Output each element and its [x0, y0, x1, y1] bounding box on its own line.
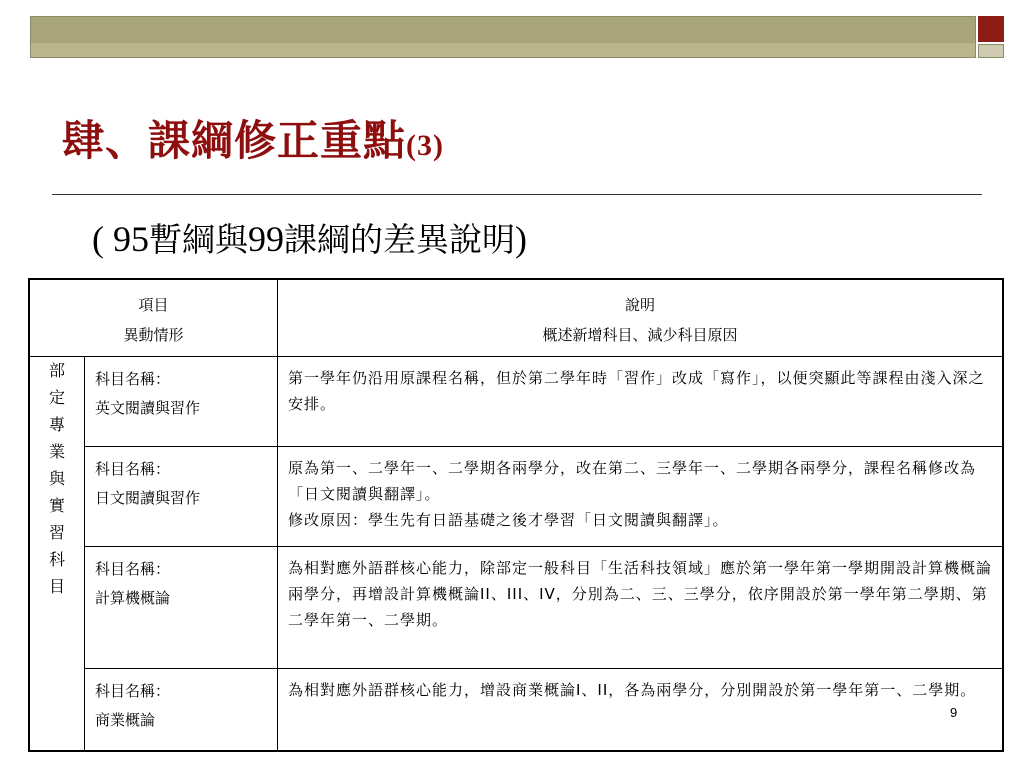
subject-name-cell: [85, 669, 278, 751]
header-description-line2: 概述新增科目、減少科目原因: [542, 326, 738, 344]
description-text: 修改原因：學生先有日語基礎之後才學習「日文閱讀與翻譯」。: [288, 511, 729, 529]
subject-name-cell: [85, 357, 278, 447]
page-number: 9: [950, 705, 958, 720]
subject-name: 英文閱讀與習作: [95, 399, 201, 417]
subtitle-number: 99: [248, 219, 284, 259]
slide-title-text: 肆、課綱修正重點: [62, 116, 407, 165]
subject-name-label: 科目名稱：: [95, 682, 171, 700]
header-description-line1: 說明: [624, 296, 655, 314]
curriculum-diff-table: [28, 278, 1004, 752]
header-description: [278, 279, 1004, 357]
category-cell: [29, 357, 85, 751]
header-item-line1: 項目: [138, 296, 169, 314]
header-item-line2: 異動情形: [123, 326, 184, 344]
slide-title: [62, 108, 444, 168]
subject-name-cell: [85, 547, 278, 669]
subtitle-part1: 暫綱與: [149, 220, 248, 259]
description-text: 第一學年仍沿用原課程名稱，但於第二學年時「習作」改成「寫作」，以便突顯此等課程由淺入深之安排。: [288, 369, 985, 413]
top-decoration-bar: [30, 16, 976, 58]
title-divider: [52, 194, 982, 195]
subject-name-label: 科目名稱：: [95, 460, 171, 478]
description-text: 原為第一、二學年一、二學期各兩學分，改在第二、三學年一、二學期各兩學分，課程名稱修改為「日文閱讀與翻譯」。: [288, 459, 977, 503]
subject-name: 日文閱讀與習作: [95, 489, 201, 507]
table-row: [29, 357, 1003, 447]
subject-description-cell: [278, 547, 1004, 669]
subject-name: 計算機概論: [95, 589, 171, 607]
header-item: [29, 279, 278, 357]
subject-description-cell: [278, 447, 1004, 547]
top-accent-square: [978, 16, 1004, 42]
subtitle-close: ): [515, 219, 527, 259]
subtitle-open: ( 95: [92, 219, 149, 259]
subject-description-cell: [278, 669, 1004, 751]
top-accent-square-light: [978, 44, 1004, 58]
table-row: [29, 669, 1003, 751]
slide-title-suffix: (3): [406, 129, 444, 162]
subject-description-cell: [278, 357, 1004, 447]
table-row: [29, 547, 1003, 669]
subject-name-cell: [85, 447, 278, 547]
description-text: 為相對應外語群核心能力，除部定一般科目「生活科技領域」應於第一學年第一學期開設計算機概論兩學分，再增設計算機概論II、III、IV，分別為二、三、三學分，依序開設於第一學年第二學期、第二學年第一、二學期。: [288, 559, 993, 629]
table-row: [29, 447, 1003, 547]
category-label: 部定專業與實習科目: [48, 361, 65, 596]
subject-name-label: 科目名稱：: [95, 370, 171, 388]
subject-name-label: 科目名稱：: [95, 560, 171, 578]
table-header-row: [29, 279, 1003, 357]
description-text: 為相對應外語群核心能力，增設商業概論I、II，各為兩學分，分別開設於第一學年第一、二學期。: [288, 681, 977, 699]
subject-name: 商業概論: [95, 711, 156, 729]
subtitle-part2: 課綱的差異說明: [284, 220, 515, 259]
top-decoration-stripe: [31, 17, 975, 43]
slide-subtitle: [92, 214, 527, 261]
